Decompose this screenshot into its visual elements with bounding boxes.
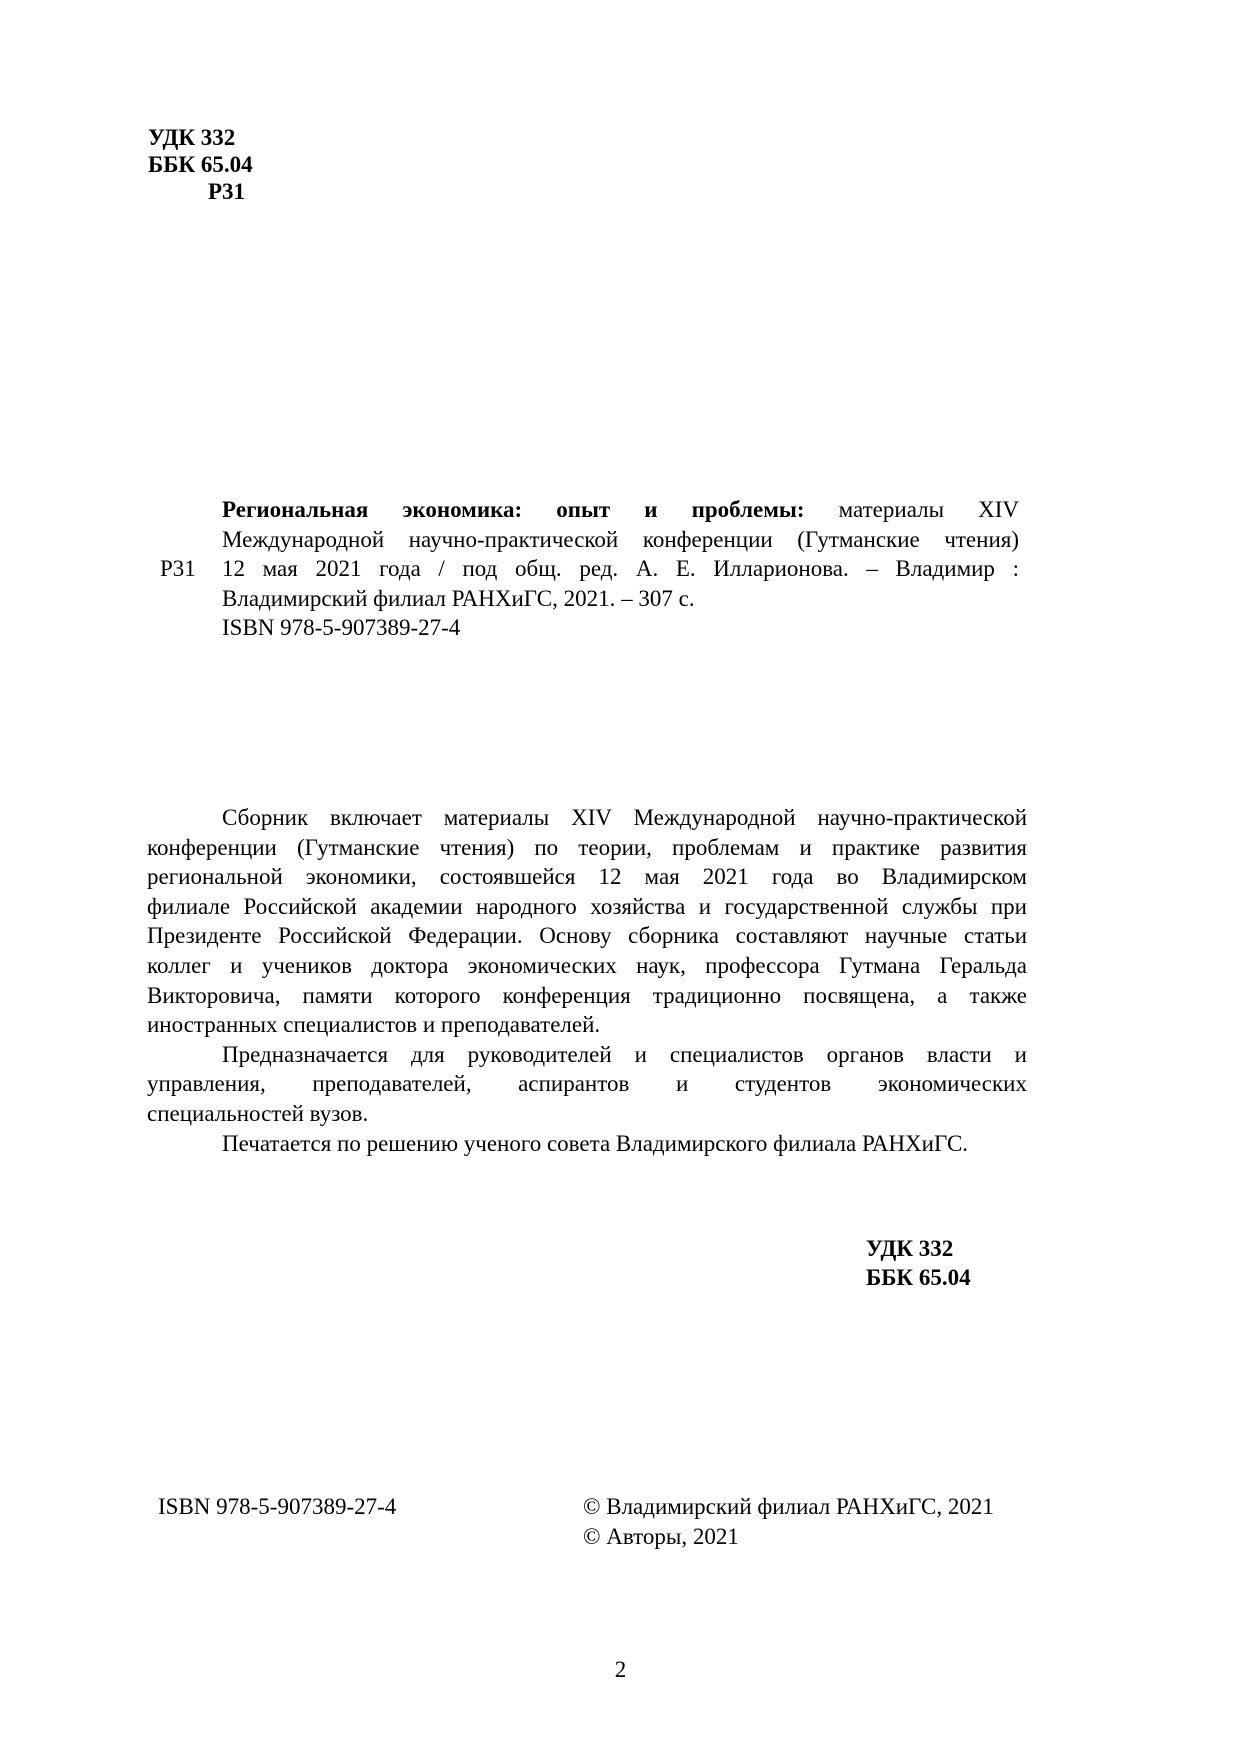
udk-code-bottom: УДК 332 (866, 1236, 954, 1261)
annotation-p2-line-1: Предназначается для руководителей и специалистов органов власти и (222, 1041, 1027, 1067)
bib-line-4: Владимирский филиал РАНХиГС, 2021. – 307 с. (222, 585, 695, 611)
annotation-p1-line-7: Викторовича, памяти которого конференция традиционно посвящена, а также (147, 982, 1027, 1008)
classification-codes-top (148, 124, 253, 205)
bib-line-2: Международной научно-практической конференции (Гутманские чтения) (222, 526, 1019, 552)
bbk-code: ББК 65.04 (148, 152, 253, 177)
annotation-p2-line-3: специальностей вузов. (147, 1100, 369, 1126)
copyright-block (583, 1492, 994, 1552)
annotation-p1-line-8: иностранных специалистов и преподавателей. (147, 1012, 601, 1038)
annotation-p1-line-3: региональной экономики, состоявшейся 12 мая 2021 года во Владимирском (147, 864, 1027, 890)
book-title: Региональная экономика: опыт и проблемы: (222, 497, 805, 522)
bib-line-1 (222, 495, 1019, 525)
isbn: ISBN 978-5-907389-27-4 (158, 1494, 397, 1519)
bib-line-1-text: материалы XIV (838, 497, 1019, 522)
page-number: 2 (614, 1657, 627, 1682)
udk-code: УДК 332 (148, 125, 236, 150)
annotation-p1-line-4: филиале Российской академии народного хозяйства и государственной службы при (147, 893, 1027, 919)
bbk-code-bottom: ББК 65.04 (866, 1265, 971, 1290)
annotation-p2-line-2: управления, преподавателей, аспирантов и студентов экономических (147, 1071, 1027, 1097)
author-sign-code: Р31 (208, 179, 246, 204)
annotation-p1-line-6: коллег и учеников доктора экономических наук, профессора Гутмана Геральда (147, 952, 1027, 978)
annotation-p1-line-1: Сборник включает материалы XIV Международной научно-практической (222, 805, 1027, 830)
copyright-authors: © Авторы, 2021 (583, 1524, 739, 1549)
classification-codes-bottom (866, 1234, 971, 1292)
annotation-p3: Печатается по решению ученого совета Владимирского филиала РАНХиГС. (222, 1130, 969, 1156)
annotation (147, 803, 1027, 1158)
bib-line-3: 12 мая 2021 года / под общ. ред. А. Е. Илларионова. – Владимир : (222, 556, 1019, 581)
bib-author-sign: Р31 (160, 556, 196, 581)
annotation-p1-line-2: конференции (Гутманские чтения) по теории, проблемам и практике развития (147, 834, 1027, 860)
annotation-p1-line-5: Президенте Российской Федерации. Основу сборника составляют научные статьи (147, 923, 1027, 949)
bibliographic-description (222, 495, 1019, 643)
bib-isbn: ISBN 978-5-907389-27-4 (222, 615, 461, 640)
copyright-branch: © Владимирский филиал РАНХиГС, 2021 (583, 1494, 994, 1519)
